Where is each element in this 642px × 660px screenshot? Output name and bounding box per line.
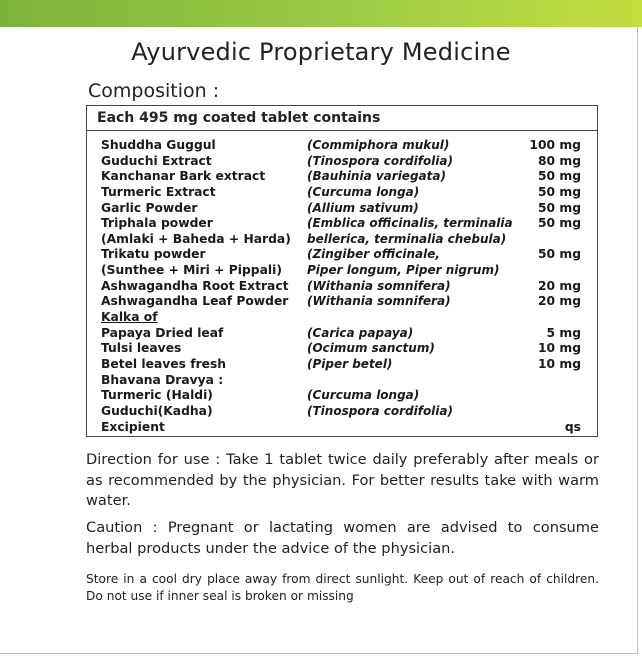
- ingredient-row: [87, 201, 597, 217]
- ingredient-name: Triphala powder: [101, 216, 213, 231]
- ingredient-quantity: qs: [564, 419, 581, 434]
- ingredient-name: (Sunthee + Miri + Pippali): [101, 263, 282, 278]
- ingredient-row: [87, 294, 597, 310]
- ingredient-row: [87, 373, 597, 389]
- botanical-name: (Emblica officinalis, terminalia: [307, 216, 513, 231]
- ingredient-name: Betel leaves fresh: [101, 356, 227, 371]
- ingredient-row: [87, 341, 597, 357]
- botanical-name: (Tinospora cordifolia): [307, 403, 453, 418]
- ingredient-quantity: 50 mg: [537, 247, 581, 262]
- botanical-name: (Withania somnifera): [307, 294, 451, 309]
- page-title: Ayurvedic Proprietary Medicine: [131, 38, 511, 66]
- ingredient-row: [87, 388, 597, 404]
- ingredient-quantity: 50 mg: [537, 169, 581, 184]
- ingredient-row: [87, 138, 597, 154]
- botanical-name: (Carica papaya): [307, 325, 414, 340]
- table-header: Each 495 mg coated tablet contains: [87, 106, 597, 131]
- botanical-name: (Piper betel): [307, 356, 393, 371]
- composition-heading: Composition :: [88, 80, 220, 102]
- ingredient-name: Turmeric Extract: [101, 184, 216, 199]
- botanical-name: bellerica, terminalia chebula): [307, 231, 507, 246]
- ingredient-name: Guduchi(Kadha): [101, 403, 213, 418]
- ingredient-row: [87, 216, 597, 232]
- ingredient-name: Guduchi Extract: [101, 153, 212, 168]
- ingredient-row: [87, 404, 597, 420]
- ingredient-name: Ashwagandha Leaf Powder: [101, 294, 289, 309]
- ingredient-quantity: 20 mg: [537, 278, 581, 293]
- botanical-name: (Tinospora cordifolia): [307, 153, 453, 168]
- storage-text: Store in a cool dry place away from direct sunlight. Keep out of reach of children. Do not use if inner seal is broken or missing: [86, 572, 599, 603]
- ingredient-row: [87, 154, 597, 170]
- ingredient-name: Garlic Powder: [101, 200, 198, 215]
- ingredient-row: [87, 263, 597, 279]
- ingredient-row: [87, 279, 597, 295]
- ingredient-row: [87, 185, 597, 201]
- ingredient-name: Kalka of: [101, 310, 158, 325]
- botanical-name: (Bauhinia variegata): [307, 169, 446, 184]
- ingredient-row: [87, 310, 597, 326]
- ingredient-name: Papaya Dried leaf: [101, 325, 224, 340]
- ingredient-rows: [87, 131, 597, 435]
- botanical-name: (Allium sativum): [307, 200, 419, 215]
- ingredient-row: [87, 357, 597, 373]
- ingredient-quantity: 10 mg: [537, 356, 581, 371]
- ingredient-quantity: 80 mg: [537, 153, 581, 168]
- botanical-name: (Commiphora mukul): [307, 138, 450, 152]
- ingredient-quantity: 50 mg: [537, 216, 581, 231]
- top-green-band: [0, 0, 642, 27]
- ingredient-name: (Amlaki + Baheda + Harda): [101, 231, 291, 246]
- ingredient-row: [87, 326, 597, 342]
- botanical-name: (Withania somnifera): [307, 278, 451, 293]
- ingredient-name: Kanchanar Bark extract: [101, 169, 266, 184]
- composition-table: [86, 105, 598, 437]
- caution-text: Caution : Pregnant or lactating women are advised to consume herbal products under the advice of the physician.: [86, 519, 599, 557]
- botanical-name: Piper longum, Piper nigrum): [307, 263, 500, 278]
- ingredient-row: [87, 247, 597, 263]
- botanical-name: (Curcuma longa): [307, 388, 420, 403]
- ingredient-row: [87, 420, 597, 436]
- ingredient-quantity: 20 mg: [537, 294, 581, 309]
- ingredient-name: Trikatu powder: [101, 247, 206, 262]
- ingredient-quantity: 50 mg: [537, 200, 581, 215]
- botanical-name: (Curcuma longa): [307, 184, 420, 199]
- direction-for-use: Direction for use : Take 1 tablet twice daily preferably after meals or as recommended by the physician. For better results take with warm water.: [86, 451, 599, 509]
- botanical-name: (Ocimum sanctum): [307, 341, 435, 356]
- ingredient-quantity: 10 mg: [537, 341, 581, 356]
- ingredient-quantity: 100 mg: [529, 138, 581, 152]
- ingredient-name: Shuddha Guggul: [101, 138, 216, 152]
- ingredient-name: Turmeric (Haldi): [101, 388, 213, 403]
- ingredient-name: Tulsi leaves: [101, 341, 182, 356]
- ingredient-name: Excipient: [101, 419, 165, 434]
- botanical-name: (Zingiber officinale,: [307, 247, 440, 262]
- ingredient-quantity: 50 mg: [537, 184, 581, 199]
- ingredient-row: [87, 169, 597, 185]
- ingredient-name: Ashwagandha Root Extract: [101, 278, 289, 293]
- ingredient-quantity: 5 mg: [546, 325, 581, 340]
- ingredient-name: Bhavana Dravya :: [101, 372, 224, 387]
- ingredient-row: [87, 232, 597, 248]
